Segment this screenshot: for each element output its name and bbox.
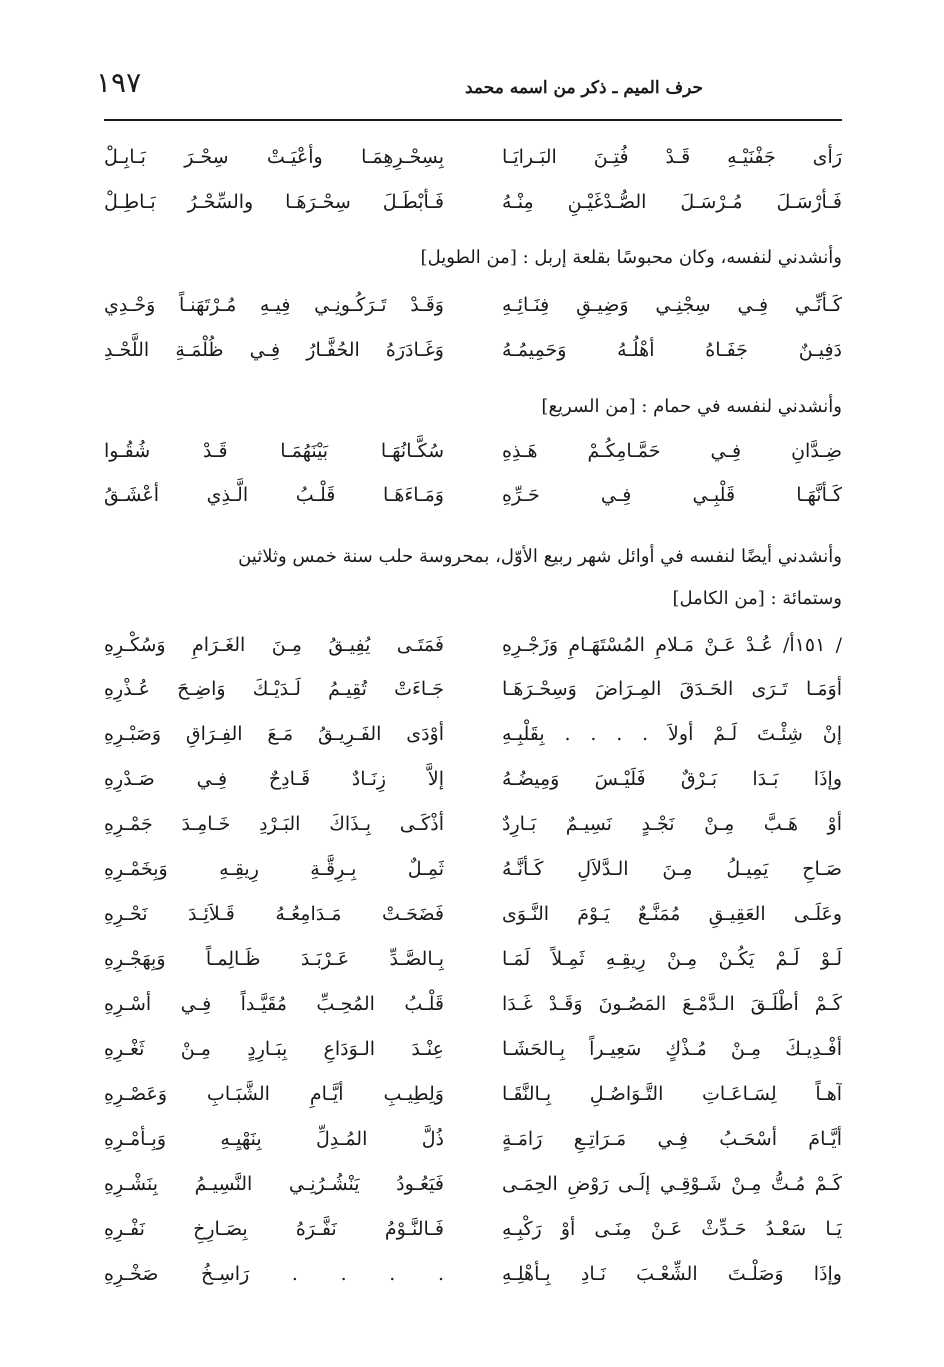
verse-first-hemistich: / ١٥١أ/ عُـدْ عَـنْ مَـلامِ المُسْتَهَـامِ وَزَجْـرِهِ	[502, 634, 842, 656]
verse-first-hemistich: وإذَا وَصَلْـتَ الشِّعْـبَ نَـادِ بِـأهْلِـهِ	[502, 1263, 842, 1285]
verse-line	[104, 284, 842, 326]
verse-second-hemistich: فَضَحَـتْ مَـدَامِعُـهُ قَـلاَئِـدَ نَحْـرِهِ	[104, 903, 444, 925]
verse-first-hemistich: يَـا سَعْـدُ حَـدِّثْ عَـنْ مِنَـى أوْ رَكْبِـهِ	[502, 1218, 842, 1240]
header-divider	[104, 119, 842, 121]
verse-second-hemistich: فَـالنَّـوْمُ نَفَّـرَهُ بِصَـارِخِ نَفْـرِهِ	[104, 1218, 444, 1240]
verse-first-hemistich: لَـوْ لَـمْ يَكُـنْ مِـنْ رِيقِـهِ ثَمِـلاً لَمَـا	[502, 948, 842, 970]
verse-second-hemistich: ثَمِـلٌ بِـرِقَّـةِ رِيقِـهِ وَبِخَمْـرِهِ	[104, 858, 444, 880]
verse-first-hemistich: وعَلَـى العَقِيـقِ مُمَنَّـعٌ يَـوْمَ النَّـوَى	[502, 903, 842, 925]
verse-second-hemistich: سُكَّـانُهَـا بَيْنَهُمَـا قَـدْ شُقُـوا	[104, 440, 444, 462]
poem-intro: وأنشدني أيضًا لنفسه في أوائل شهر ربيع الأوّل، بمحروسة حلب سنة خمس وثلاثين	[238, 546, 842, 567]
verse-line	[104, 430, 842, 472]
verse-second-hemistich: وَغَـادَرَهُ الحُفَّـارُ فِـي ظُلْمَـةِ اللَّحْـدِ	[104, 339, 444, 361]
verse-first-hemistich: كَـأنَّهَـا قَلْبِـي فِـي حَـرِّهِ	[502, 484, 842, 506]
verse-line	[104, 1118, 842, 1160]
verse-second-hemistich: بِـالصَّـدِّ عَـرْبَـدَ ظَـالِمـاً وَبِهَجْـرِهِ	[104, 948, 444, 970]
verse-line	[104, 1028, 842, 1070]
verse-first-hemistich: وإذَا بَـدَا بَـرْقٌ فَلَيْـسَ وَمِيضُـهُ	[502, 768, 842, 790]
verse-line	[104, 983, 842, 1025]
verse-second-hemistich: فَمَتَـى يُفِيـقُ مِـنَ الغَـرَامِ وَسُكْـرِهِ	[104, 634, 444, 656]
verse-first-hemistich: فَـأرْسَـلَ مُـرْسَـلَ الصُّـدْغَيْـنِ مِنْـهُ	[502, 191, 842, 213]
verse-first-hemistich: آهـاً لِسَـاعَـاتِ التَّـوَاصُـلِ بِـالنَّقَـا	[502, 1083, 842, 1105]
verse-first-hemistich: ضِـدَّانِ فِـي حَمَّـامِكُـمْ هَـذِهِ	[502, 440, 842, 462]
verse-first-hemistich: إنْ شِئْـتَ لَـمْ أولاَ . . . . بِقَلْبِـهِ	[502, 723, 842, 745]
verse-line	[104, 329, 842, 371]
verse-first-hemistich: أفْـدِيـكَ مِـنْ مُـذْكٍ سَعِيـراً بِـالحَشَـا	[502, 1038, 842, 1060]
verse-line	[104, 803, 842, 845]
verse-first-hemistich: صَـاحِ يَمِيـلُ مِـنَ الـدَّلاَلِ كَـأنَّـهُ	[502, 858, 842, 880]
verse-line	[104, 1073, 842, 1115]
poem-intro: وأنشدني لنفسه في حمام : [من السريع]	[541, 396, 842, 417]
verse-line	[104, 713, 842, 755]
verse-line	[104, 758, 842, 800]
verse-line	[104, 668, 842, 710]
verse-first-hemistich: دَفِيـنٌ جَفَـاهُ أهْلُـهُ وَحَمِيمُـهُ	[502, 339, 842, 361]
verse-second-hemistich: بِسِحْـرِهِمَـا وأعْيَـتْ سِحْـرَ بَـابِـلْ	[104, 146, 444, 168]
page-number: ١٩٧	[96, 66, 142, 99]
verse-second-hemistich: وَقَـدْ تَـرَكُـونِـي فِيـهِ مُـرْتَهَنـاً وَحْـدِي	[104, 294, 444, 316]
verse-first-hemistich: رَأى جَفْنَيْـهِ قَـدْ فُتِـنَ البَـرايَـا	[502, 146, 842, 168]
verse-line	[104, 938, 842, 980]
verse-line	[104, 1163, 842, 1205]
verse-second-hemistich: قَلْـبُ المُحِـبِّ مُقَيَّـداً فِـي أسْـرِهِ	[104, 993, 444, 1015]
verse-second-hemistich: ذُلَّ المُـدِلِّ بِنَهْيِـهِ وَبِـأمْـرِهِ	[104, 1128, 444, 1150]
verse-first-hemistich: أوَمَـا تَـرَى الحَـدَقَ المِـرَاضَ وَسِحْـرَهَـا	[502, 678, 842, 700]
verse-first-hemistich: أوْ هَـبَّ مِـنْ نَجْـدٍ نَسِيـمٌ بَـارِدٌ	[502, 813, 842, 835]
verse-second-hemistich: وَمَـاءَهَـا قَلْـبُ الَّـذِي أعْشَـقُ	[104, 484, 444, 506]
verse-line	[104, 136, 842, 178]
running-header: حرف الميم ـ ذكر من اسمه محمد	[464, 78, 703, 98]
verse-second-hemistich: أوْدَى الفَـرِيـقُ مَـعَ الفِـرَاقِ وَصَبْـرِهِ	[104, 723, 444, 745]
verse-first-hemistich: كَـمْ أطْلَـقَ الـدَّمْـعَ المَصُـونَ وَقَـدْ غَـدَا	[502, 993, 842, 1015]
verse-line	[104, 1208, 842, 1250]
poem-intro: وأنشدني لنفسه، وكان محبوسًا بقلعة إربل : [من الطويل]	[420, 247, 842, 268]
verse-second-hemistich: وَلِطِيـبِ أيَّـامِ الشَّبَـابِ وَعَصْـرِهِ	[104, 1083, 444, 1105]
verse-first-hemistich: كَـأنِّـي فِـي سِجْنِـي وَضِيـقِ فِنَـائِـهِ	[502, 294, 842, 316]
verse-second-hemistich: إلاَّ زِنَـادٌ قَـادِحٌ فِـي صَـدْرِهِ	[104, 768, 444, 790]
verse-second-hemistich: أذْكَـى بِـذَاكَ البَـرْدِ خَـامِـدَ جَمْـرِهِ	[104, 813, 444, 835]
verse-first-hemistich: أيَّـامَ أسْحَـبُ فِـي مَـرَاتِـعِ رَامَـةٍ	[502, 1128, 842, 1150]
verse-second-hemistich: فَيَعُـودُ يَنْشُـرُنِـي النَّسِيـمُ بِنَشْـرِهِ	[104, 1173, 444, 1195]
verse-line	[104, 624, 842, 666]
verse-line	[104, 893, 842, 935]
verse-first-hemistich: كَـمْ مُـتُّ مِـنْ شَـوْقِـي إلَـى رَوْضِ الحِمَـى	[502, 1173, 842, 1195]
verse-line	[104, 474, 842, 516]
verse-line	[104, 848, 842, 890]
verse-line	[104, 181, 842, 223]
verse-second-hemistich: . . . . رَاسِـخُ صَخْـرِهِ	[104, 1263, 444, 1285]
verse-second-hemistich: فَـأبْطَـلَ سِحْـرَهَـا والسِّحْـرُ بَـاطِـلْ	[104, 191, 444, 213]
poem-intro-continued: وستمائة : [من الكامل]	[672, 588, 842, 609]
verse-second-hemistich: عِنْـدَ الـوَدَاعِ بِبَـارِدٍ مِـنْ ثَغْـرِهِ	[104, 1038, 444, 1060]
verse-second-hemistich: جَـاءَتْ تُقِيـمُ لَـدَيْـكَ وَاضِـحَ عُـذْرِهِ	[104, 678, 444, 700]
verse-line	[104, 1253, 842, 1295]
